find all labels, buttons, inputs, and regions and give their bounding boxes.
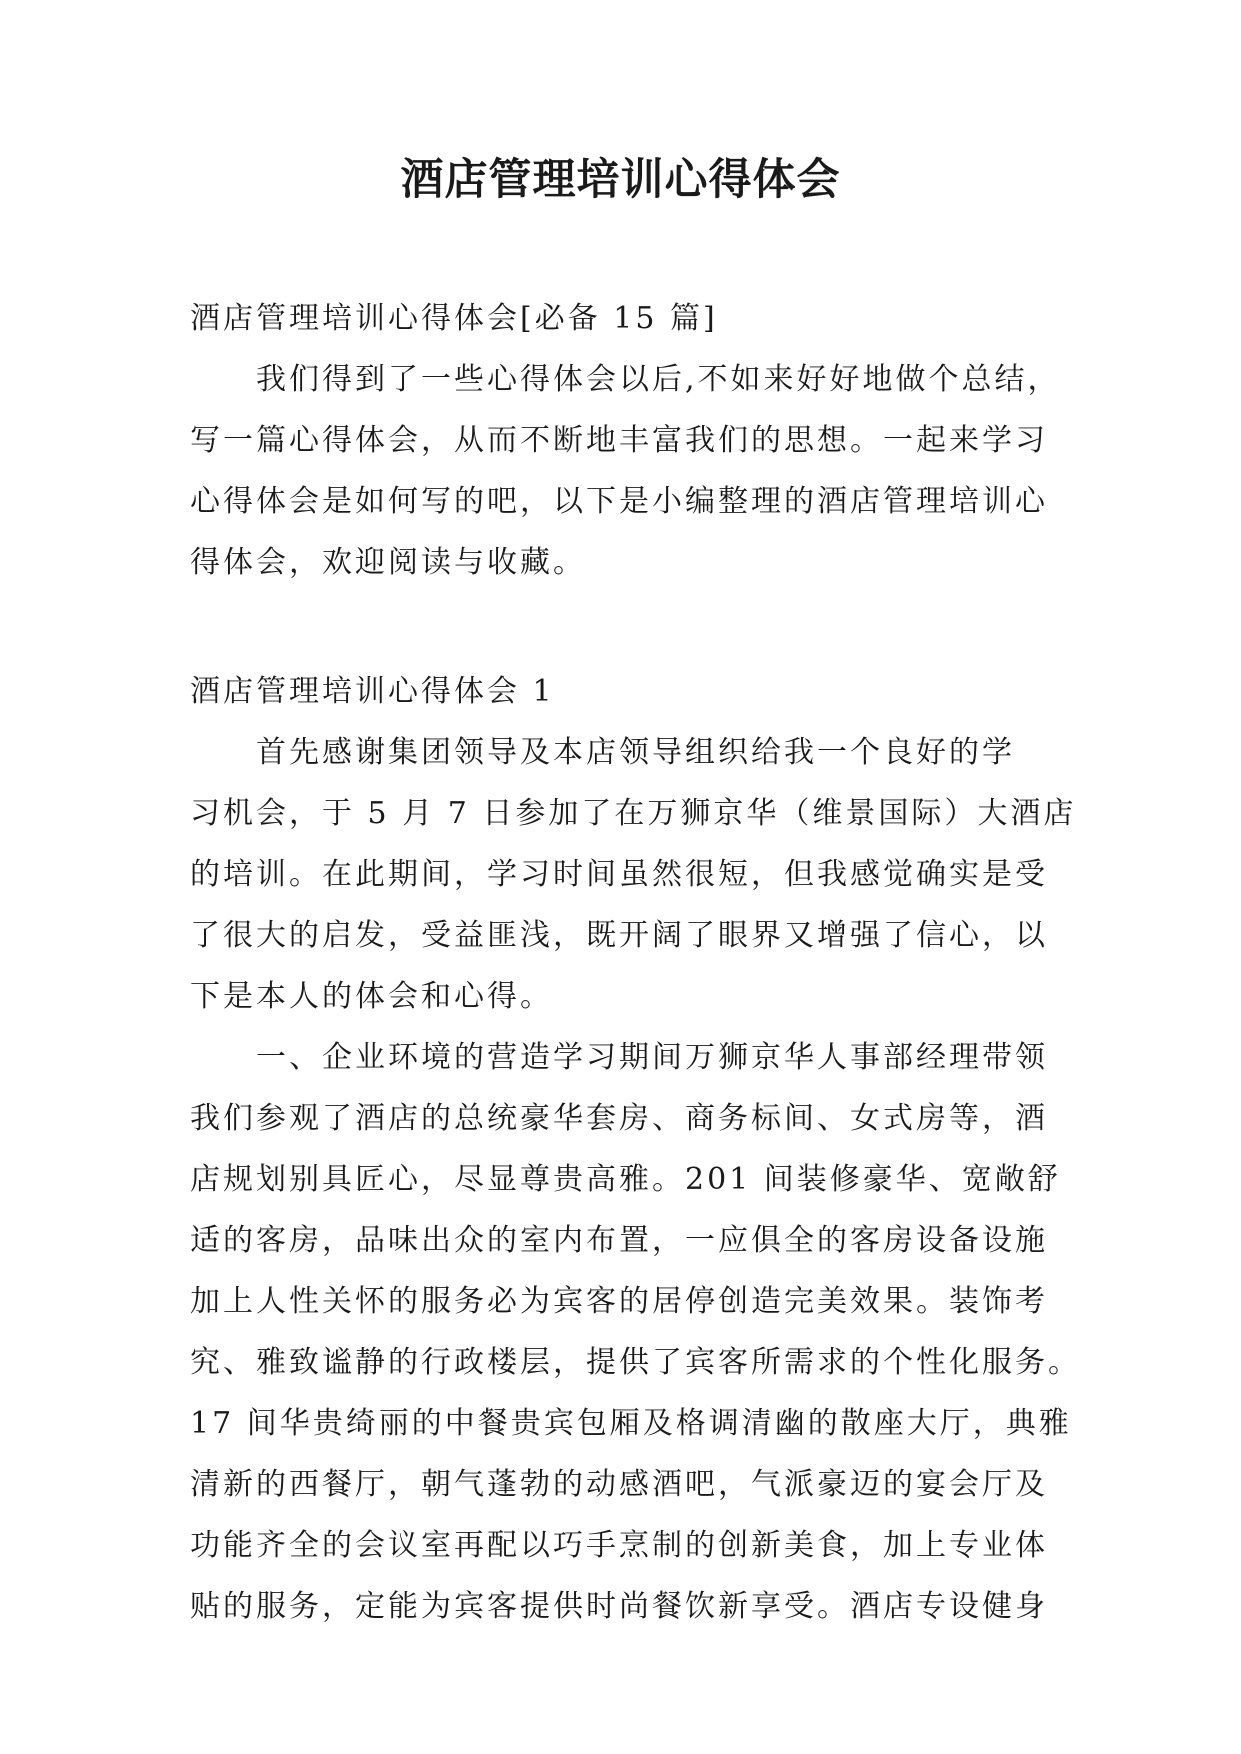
paragraph-line: 适的客房，品味出众的室内布置，一应俱全的客房设备设施: [190, 1223, 1048, 1258]
section-spacer: [190, 593, 1050, 661]
paragraph-1: [190, 722, 1077, 1027]
paragraph-line: 17 间华贵绮丽的中餐贵宾包厢及格调清幽的散座大厅，典雅: [190, 1406, 1072, 1441]
paragraph-line: 店规划别具匠心，尽显尊贵高雅。201 间装修豪华、宽敞舒: [190, 1162, 1061, 1197]
paragraph-2: [190, 1027, 1081, 1637]
paragraph-line: 下是本人的体会和心得。: [190, 979, 553, 1014]
paragraph-line: 究、雅致谧静的行政楼层，提供了宾客所需求的个性化服务。: [190, 1345, 1081, 1380]
document-body: [190, 288, 1081, 1637]
paragraph-line: 我们得到了一些心得体会以后,不如来好好地做个总结，: [256, 362, 1061, 397]
document-subtitle: 酒店管理培训心得体会[必备 15 篇]: [190, 301, 718, 336]
paragraph-line: 首先感谢集团领导及本店领导组织给我一个良好的学: [256, 735, 1015, 770]
paragraph-line: 贴的服务，定能为宾客提供时尚餐饮新享受。酒店专设健身: [190, 1589, 1048, 1624]
intro-paragraph: [190, 349, 1061, 593]
paragraph-line: 习机会，于 5 月 7 日参加了在万狮京华（维景国际）大酒店: [190, 796, 1077, 831]
paragraph-line: 加上人性关怀的服务必为宾客的居停创造完美效果。装饰考: [190, 1284, 1048, 1319]
paragraph-line: 功能齐全的会议室再配以巧手烹制的创新美食，加上专业体: [190, 1528, 1048, 1563]
paragraph-line: 心得体会是如何写的吧，以下是小编整理的酒店管理培训心: [190, 484, 1048, 519]
paragraph-line: 的培训。在此期间，学习时间虽然很短，但我感觉确实是受: [190, 857, 1048, 892]
paragraph-line: 我们参观了酒店的总统豪华套房、商务标间、女式房等，酒: [190, 1101, 1048, 1136]
document-title: 酒店管理培训心得体会: [400, 155, 841, 205]
section-heading: 酒店管理培训心得体会 1: [190, 674, 555, 709]
paragraph-line: 得体会，欢迎阅读与收藏。: [190, 545, 586, 580]
paragraph-line: 写一篇心得体会，从而不断地丰富我们的思想。一起来学习: [190, 423, 1048, 458]
paragraph-line: 一、企业环境的营造学习期间万狮京华人事部经理带领: [256, 1040, 1048, 1075]
paragraph-line: 了很大的启发，受益匪浅，既开阔了眼界又增强了信心，以: [190, 918, 1048, 953]
paragraph-line: 清新的西餐厅，朝气蓬勃的动感酒吧，气派豪迈的宴会厅及: [190, 1467, 1048, 1502]
